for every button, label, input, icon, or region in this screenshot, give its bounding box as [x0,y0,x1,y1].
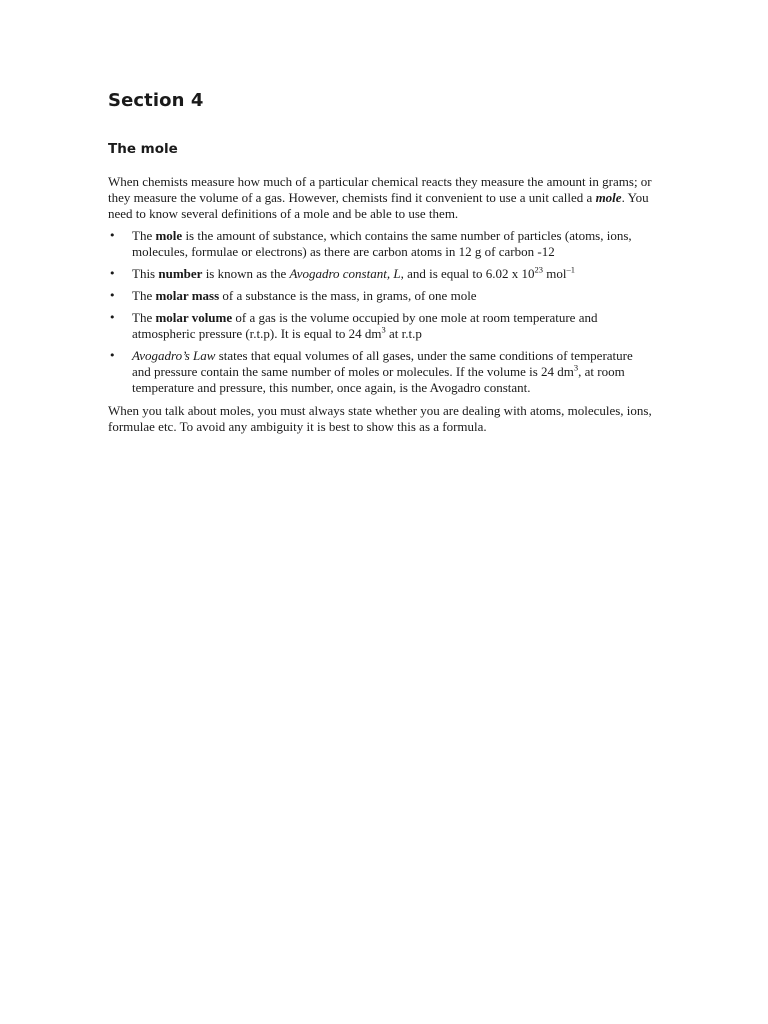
bullet-text: is known as the [202,266,290,281]
bullet-icon: • [109,229,116,242]
bullet-text: and is equal to 6.02 x 10 [403,266,535,281]
bullet-text: of a gas is the volume occupied by one mole at room temperature and atmospheric pressure (r.t.p). It is equal to 24 dm [132,310,598,341]
bullet-term: molar mass [155,288,220,303]
document-page [108,90,653,435]
list-item-avogadro-law [108,348,653,396]
intro-text-2: . You need to know several definitions of a mole and be able to use them. [108,190,649,221]
bullet-term: molar volume [155,310,233,325]
closing-paragraph: When you talk about moles, you must always state whether you are dealing with atoms, molecules, ions, formulae etc. To avoid any ambiguity it is best to show this as a formula. [108,403,652,434]
bullet-text: states that equal volumes of all gases, under the same conditions of temperature and pressure contain the same number of moles or molecules. If the volume is 24 dm [132,348,633,379]
bullet-term: mole [155,228,183,243]
list-item-number [108,266,653,282]
exponent: –1 [566,264,576,275]
bullet-text: The [132,288,156,303]
bullet-icon: • [109,289,116,302]
bullet-text: This [132,266,159,281]
bullet-icon: • [109,267,116,280]
bullet-italic-term: Avogadro’s Law [132,348,216,363]
exponent: 3 [381,324,386,335]
bullet-text: The [132,310,156,325]
bullet-text: at r.t.p [385,326,422,341]
section-title: Section 4 [108,90,204,111]
bullet-text: mol [543,266,567,281]
bullet-text: , at room temperature and pressure, this number, once again, is the Avogadro constant. [132,364,625,395]
exponent: 3 [573,362,579,373]
intro-text-1: When chemists measure how much of a particular chemical reacts they measure the amount in grams; or they measure the volume of a gas. However, chemists find it convenient to use a unit called a [108,174,652,205]
bullet-icon: • [109,349,116,362]
exponent: 23 [534,264,544,275]
intro-term-mole: mole [595,190,622,205]
bullet-term: number [158,266,203,281]
list-item-molar-mass [108,288,653,304]
bullet-text: of a substance is the mass, in grams, of one mole [219,288,477,303]
bullet-italic-term: Avogadro constant, L, [289,266,404,281]
list-item-molar-volume [108,310,653,342]
subheading: The mole [108,141,178,157]
definitions-list [108,228,653,396]
list-item-mole [108,228,653,260]
bullet-text: is the amount of substance, which contains the same number of particles (atoms, ions, molecules, formulae or electrons) as there are carbon atoms in 12 g of carbon -12 [132,228,632,259]
intro-paragraph [108,174,653,222]
bullet-icon: • [109,311,116,324]
bullet-text: The [132,228,156,243]
